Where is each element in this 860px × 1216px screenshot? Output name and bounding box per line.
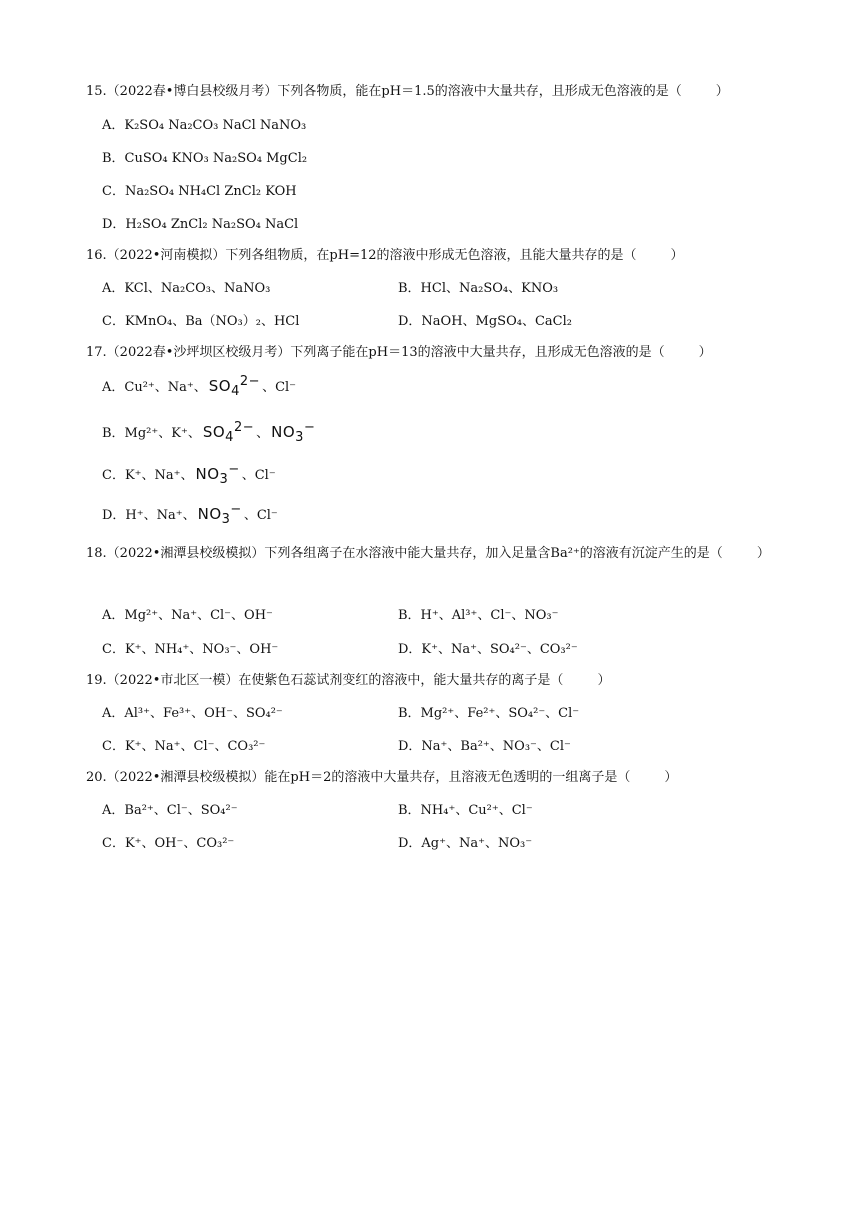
question-stem: 20.（2022•湘潭县校级模拟）能在pH＝2的溶液中大量共存，且溶液无色透明的一组离子是（ bbox=[86, 770, 631, 785]
question-stem: 15.（2022春•博白县校级月考）下列各物质，能在pH＝1.5的溶液中大量共存，且形成无色溶液的是（ bbox=[86, 84, 682, 99]
option-18-d[interactable]: D．K⁺、Na⁺、SO₄²⁻、CO₃²⁻ bbox=[398, 642, 578, 657]
question-stem: 19.（2022•市北区一模）在使紫色石蕊试剂变红的溶液中，能大量共存的离子是（ bbox=[86, 673, 564, 688]
option-19-c[interactable]: C．K⁺、Na⁺、Cl⁻、CO₃²⁻ bbox=[102, 739, 266, 754]
option-20-b[interactable]: B．NH₄⁺、Cu²⁺、Cl⁻ bbox=[398, 803, 533, 818]
option-prefix: D．H⁺、Na⁺、 bbox=[102, 508, 196, 523]
option-15-d[interactable]: D．H₂SO₄ ZnCl₂ Na₂SO₄ NaCl bbox=[102, 217, 299, 232]
nitrate-ion: $NO_3^-$ bbox=[197, 502, 242, 527]
option-19-a[interactable]: A．Al³⁺、Fe³⁺、OH⁻、SO₄²⁻ bbox=[102, 706, 283, 721]
question-20 bbox=[86, 768, 786, 788]
option-15-c[interactable]: C．Na₂SO₄ NH₄Cl ZnCl₂ KOH bbox=[102, 184, 297, 199]
close-paren: ） bbox=[664, 770, 678, 785]
sulfate-ion: $SO_4^{2-}$ bbox=[202, 420, 255, 445]
option-17-b[interactable] bbox=[102, 422, 317, 444]
option-suffix: 、Cl⁻ bbox=[262, 380, 297, 395]
option-17-c[interactable] bbox=[102, 464, 276, 486]
option-20-d[interactable]: D．Ag⁺、Na⁺、NO₃⁻ bbox=[398, 836, 533, 851]
question-18 bbox=[86, 538, 786, 569]
nitrate-ion: $NO_3^-$ bbox=[271, 420, 316, 445]
option-15-b[interactable]: B．CuSO₄ KNO₃ Na₂SO₄ MgCl₂ bbox=[102, 151, 308, 166]
sulfate-ion: $SO_4^{2-}$ bbox=[208, 374, 261, 399]
option-15-a[interactable]: A．K₂SO₄ Na₂CO₃ NaCl NaNO₃ bbox=[102, 118, 307, 133]
option-20-a[interactable]: A．Ba²⁺、Cl⁻、SO₄²⁻ bbox=[102, 803, 238, 818]
option-18-c[interactable]: C．K⁺、NH₄⁺、NO₃⁻、OH⁻ bbox=[102, 642, 279, 657]
question-19 bbox=[86, 671, 786, 691]
option-prefix: B．Mg²⁺、K⁺、 bbox=[102, 426, 201, 441]
close-paren: ） bbox=[715, 84, 729, 99]
option-19-d[interactable]: D．Na⁺、Ba²⁺、NO₃⁻、Cl⁻ bbox=[398, 739, 571, 754]
question-17 bbox=[86, 343, 786, 363]
close-paren: ） bbox=[670, 248, 684, 263]
option-16-c[interactable]: C．KMnO₄、Ba（NO₃）₂、HCl bbox=[102, 314, 300, 329]
option-16-a[interactable]: A．KCl、Na₂CO₃、NaNO₃ bbox=[102, 281, 271, 296]
question-16 bbox=[86, 246, 786, 266]
question-stem: 16.（2022•河南模拟）下列各组物质，在pH=12的溶液中形成无色溶液，且能大量共存的是（ bbox=[86, 248, 637, 263]
question-15 bbox=[86, 82, 786, 102]
close-paren: ） bbox=[698, 345, 712, 360]
close-paren: ） bbox=[756, 546, 770, 561]
nitrate-ion: $NO_3^-$ bbox=[195, 462, 240, 487]
option-suffix: 、Cl⁻ bbox=[243, 508, 278, 523]
option-16-d[interactable]: D．NaOH、MgSO₄、CaCl₂ bbox=[398, 314, 572, 329]
option-prefix: A．Cu²⁺、Na⁺、 bbox=[102, 380, 207, 395]
option-19-b[interactable]: B．Mg²⁺、Fe²⁺、SO₄²⁻、Cl⁻ bbox=[398, 706, 580, 721]
option-20-c[interactable]: C．K⁺、OH⁻、CO₃²⁻ bbox=[102, 836, 235, 851]
option-16-b[interactable]: B．HCl、Na₂SO₄、KNO₃ bbox=[398, 281, 559, 296]
question-stem: 18.（2022•湘潭县校级模拟）下列各组离子在水溶液中能大量共存，加入足量含Ba²⁺的溶液有沉淀产生的是（ bbox=[86, 546, 723, 561]
question-stem: 17.（2022春•沙坪坝区校级月考）下列离子能在pH＝13的溶液中大量共存，且形成无色溶液的是（ bbox=[86, 345, 665, 360]
option-prefix: C．K⁺、Na⁺、 bbox=[102, 468, 194, 483]
option-18-a[interactable]: A．Mg²⁺、Na⁺、Cl⁻、OH⁻ bbox=[102, 608, 273, 623]
close-paren: ） bbox=[597, 673, 611, 688]
option-18-b[interactable]: B．H⁺、Al³⁺、Cl⁻、NO₃⁻ bbox=[398, 608, 559, 623]
option-separator: 、 bbox=[256, 426, 270, 441]
option-17-d[interactable] bbox=[102, 504, 278, 526]
option-17-a[interactable] bbox=[102, 376, 296, 398]
option-suffix: 、Cl⁻ bbox=[241, 468, 276, 483]
